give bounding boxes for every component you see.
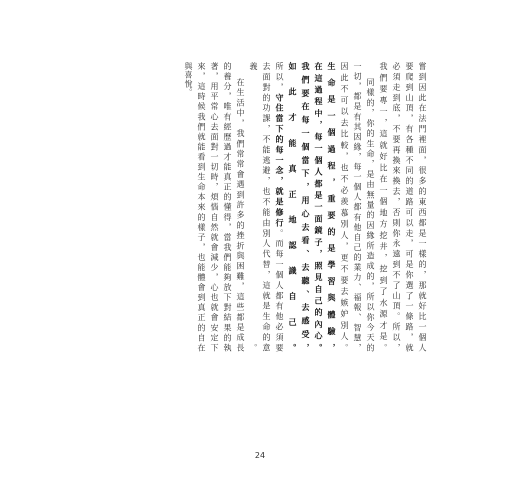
emphasized-phrase: 守住當下的每一念，就是修行 — [275, 93, 284, 229]
line-lead: 所以， — [275, 62, 284, 94]
emphasized-line: 我們要在每一個當下，用心去看、去聽、去感受， — [301, 62, 310, 352]
text-line: 義。 — [249, 62, 258, 352]
text-line: 來，這時候我們就能看到生命本來的樣子，也能體會到真正的自在 — [197, 62, 206, 352]
text-line: 嘗到因此在法門裡面，很多的東西都是一樣的，那就好比一個人 — [418, 62, 427, 352]
text-line: 同樣的，你的生命，是由無量的因緣所造成的，所以你今天的 — [366, 78, 375, 352]
emphasized-line: 生命是一個過程，重要的是學習與體驗， — [327, 62, 336, 352]
text-line: 要爬到山頂，有各種不同的道路可以走，可是你選了一條路，就 — [405, 62, 414, 352]
page-number: 24 — [254, 451, 266, 460]
text-line: 與喜悅。 — [184, 62, 193, 97]
text-line: 在生活中，我們常常會遇到許多的挫折與困難，這些都是成長 — [236, 78, 245, 352]
text-line — [273, 62, 286, 352]
text-line: 我們要專一，這就好比在一個地方挖井，挖到了水源才是。 — [379, 62, 388, 352]
line-tail: 。而每一個人都有他必須要 — [275, 228, 284, 353]
text-line: 必須走到底，不要再換來換去，否則你永遠到不了山頂。所以， — [392, 62, 401, 352]
text-line: 因此不可以去比較，也不必羨慕別人，更不要去嫉妒別人。 — [340, 62, 349, 352]
text-line: 去面對的功課，不能逃避，也不能由別人代替，這就是生命的意 — [262, 62, 271, 352]
text-line: 一切，都是有其因緣，每一個人都有他自己的業力、福報、智慧， — [353, 62, 362, 352]
text-line: 的養分，唯有經歷過才能真正的懂得，當我們能夠放下對結果的執 — [223, 62, 232, 352]
emphasized-line: 如此才能真正地認識自己。 — [288, 62, 297, 352]
text-line: 著，用平常心去面對一切時，煩惱自然就會減少，心也就會安定下 — [210, 62, 219, 352]
emphasized-line: 在這過程中，每一個人都是一面鏡子，照見自己的內心。 — [314, 62, 323, 352]
body-text — [95, 62, 429, 352]
